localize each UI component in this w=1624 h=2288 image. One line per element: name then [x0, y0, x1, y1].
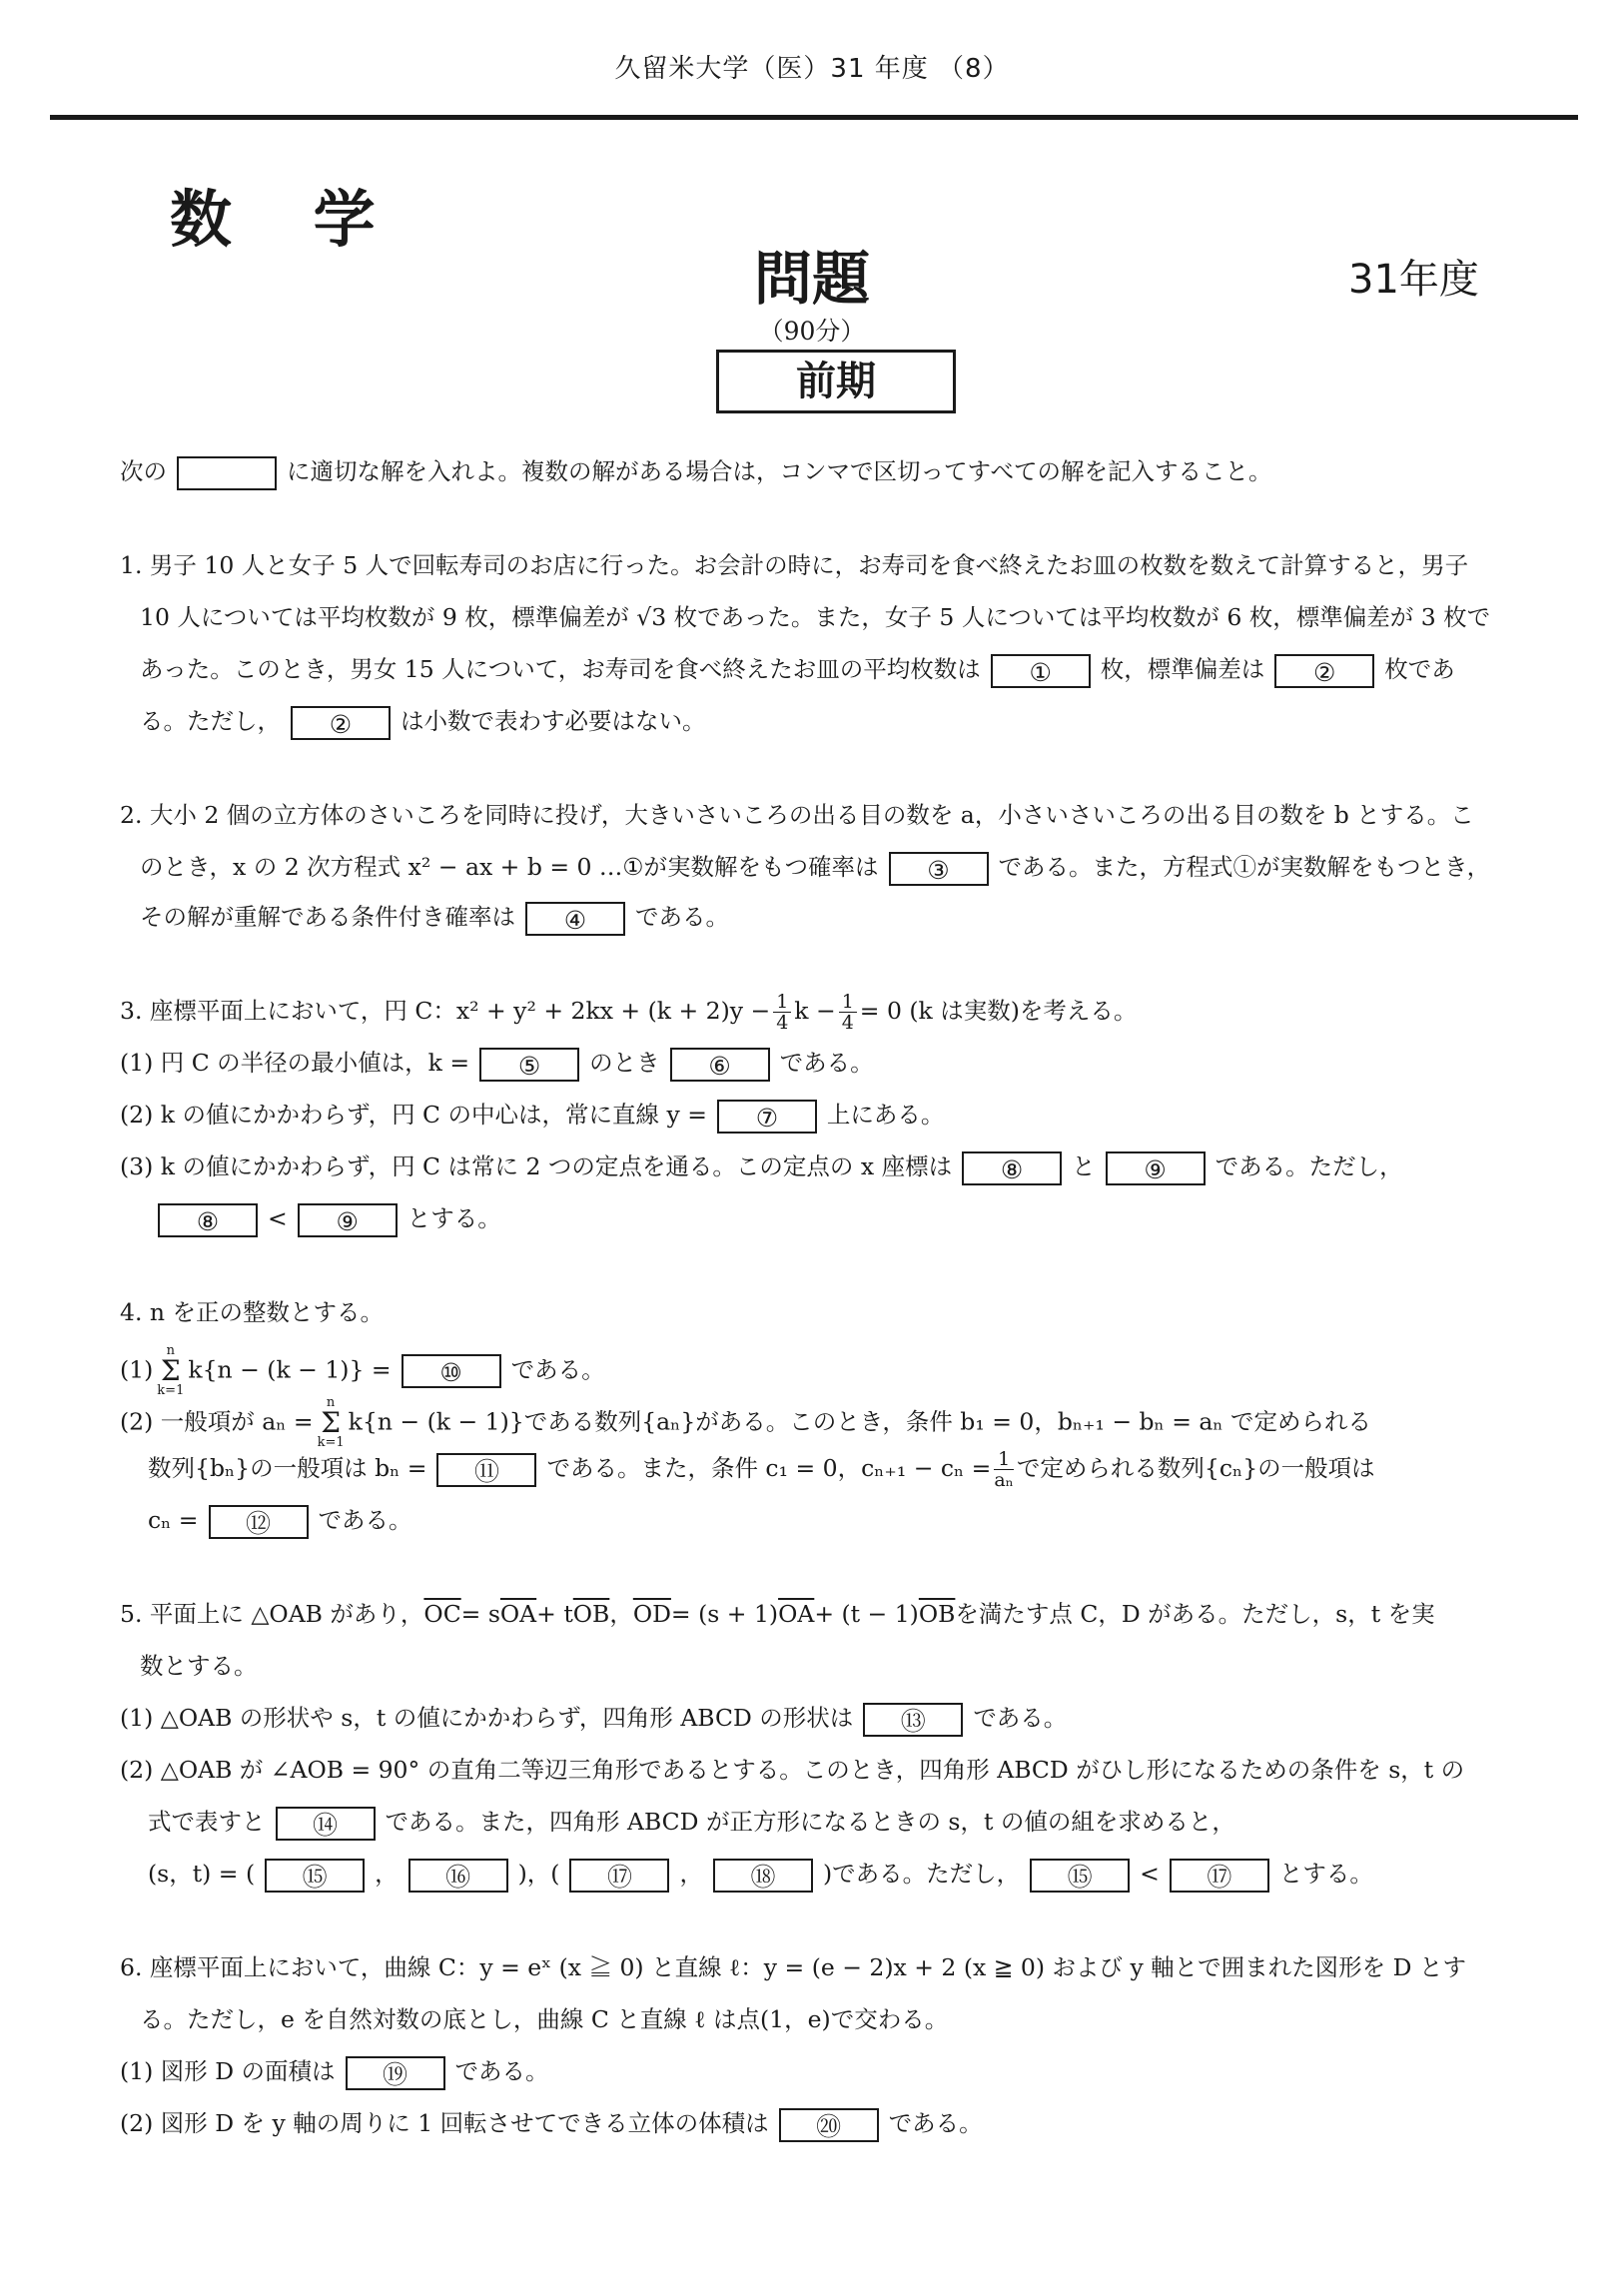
answer-box-8-ref: ⑧ — [158, 1203, 258, 1237]
q5-part-2: (2) △OAB が ∠AOB = 90° の直角二等辺三角形であるとする。このとき，四角形 ABCD がひし形になるための条件を s，t の — [120, 1756, 1465, 1784]
answer-box-11: ⑪ — [436, 1453, 536, 1487]
answer-box-12: ⑫ — [209, 1505, 309, 1539]
answer-box-18: ⑱ — [713, 1859, 813, 1893]
answer-box-2-ref: ② — [291, 706, 391, 740]
empty-answer-box — [177, 456, 277, 490]
answer-box-9-ref: ⑨ — [298, 1203, 398, 1237]
q5-part-1: (1) △OAB の形状や s，t の値にかかわらず，四角形 ABCD の形状は ⑬ である。 — [120, 1704, 1068, 1736]
exam-year: 31年度 — [1348, 257, 1479, 303]
q6-line-1: 6. 座標平面上において，曲線 C：y = eˣ (x ≧ 0) と直線 ℓ：y = (e − 2)x + 2 (x ≧ 0) および y 軸とで囲まれた図形を D とす — [120, 1953, 1466, 1981]
q1-line-1: 1. 男子 10 人と女子 5 人で回転寿司のお店に行った。お会計の時に，お寿司を食べ終えたお皿の枚数を数えて計算すると，男子 — [120, 551, 1469, 579]
header-rule — [50, 115, 1578, 120]
answer-box-14: ⑭ — [276, 1807, 376, 1841]
q2-line-1: 2. 大小 2 個の立方体のさいころを同時に投げ，大きいさいころの出る目の数を a，小さいさいころの出る目の数を b とする。こ — [120, 801, 1474, 829]
q4-part-2: (2) 一般項が aₙ =n Σ k=1k{n − (k − 1)}である数列{aₙ}がある。このとき，条件 b₁ = 0，bₙ₊₁ − bₙ = aₙ で定められる — [120, 1395, 1371, 1450]
q3-part-3-cont: ⑧ < ⑨ とする。 — [148, 1198, 501, 1238]
answer-box-7: ⑦ — [717, 1100, 817, 1134]
q2-line-3: その解が重解である条件付き確率は ④ である。 — [140, 903, 729, 935]
q5-part-2-line-2: 式で表すと ⑭ である。また，四角形 ABCD が正方形になるときの s，t の値の組を求めると， — [148, 1808, 1235, 1840]
q4-line-1: 4. n を正の整数とする。 — [120, 1298, 384, 1326]
q3-line-1: 3. 座標平面上において，円 C：x² + y² + 2kx + (k + 2)y − $\frac{1}{4}$ k − $\frac{1}{4}$ = 0 (k は実数)を考える。 — [120, 991, 1138, 1034]
fraction-one-over-an: $\frac{1}{\text{aₙ}}$ — [994, 1448, 1014, 1491]
q6-line-2: る。ただし，e を自然対数の底とし，曲線 C と直線 ℓ は点(1，e)で交わる。 — [140, 2005, 949, 2033]
q1-line-3: あった。このとき，男女 15 人について，お寿司を食べ終えたお皿の平均枚数は ① 枚，標準偏差は ② 枚であ — [140, 655, 1455, 687]
answer-box-16: ⑯ — [408, 1859, 508, 1893]
sigma-symbol: n Σ k=1 — [157, 1343, 185, 1398]
answer-box-17: ⑰ — [569, 1859, 669, 1893]
instructions — [120, 451, 1272, 491]
instructions-post: に適切な解を入れよ。複数の解がある場合は，コンマで区切ってすべての解を記入すること。 — [287, 457, 1272, 485]
fraction-quarter: $\frac{1}{4}$ — [773, 992, 791, 1033]
q1-line-4: る。ただし， ② は小数で表わす必要はない。 — [140, 707, 706, 739]
q3-part-3: (3) k の値にかかわらず，円 C は常に 2 つの定点を通る。この定点の x 座標は ⑧ と ⑨ である。ただし， — [120, 1152, 1403, 1184]
q6-part-1: (1) 図形 D の面積は ⑲ である。 — [120, 2057, 549, 2089]
q6-part-2: (2) 図形 D を y 軸の周りに 1 回転させてできる立体の体積は ⑳ である。 — [120, 2109, 983, 2141]
sigma-symbol: n Σ k=1 — [317, 1395, 345, 1450]
answer-box-5: ⑤ — [479, 1048, 579, 1082]
exam-time: （90分） — [758, 317, 866, 346]
instructions-pre: 次の — [120, 457, 167, 485]
answer-box-20: ⑳ — [779, 2108, 879, 2142]
answer-box-8: ⑧ — [962, 1151, 1062, 1185]
answer-box-2: ② — [1274, 654, 1374, 688]
answer-box-1: ① — [991, 654, 1091, 688]
page-header: 久留米大学（医）31 年度 （8） — [614, 54, 1010, 84]
answer-box-15-ref: ⑮ — [1030, 1859, 1130, 1893]
q5-line-1: 5. 平面上に △OAB があり，$\overline{OC}= s\overline{OA}+ t\overline{OB}$，$\overline{OD}= (s + 1)\overline{OA}+ (t - 1)\overline{OB}$を満たす点 C，D がある。ただし，s，t を実 — [120, 1600, 1435, 1628]
q2-line-2: のとき，x の 2 次方程式 x² − ax + b = 0 …①が実数解をもつ確率は ③ である。また，方程式①が実数解をもつとき， — [140, 853, 1491, 885]
answer-box-3: ③ — [889, 852, 989, 886]
q4-part-2-line-2: 数列{bₙ}の一般項は bₙ = ⑪ である。また，条件 c₁ = 0，cₙ₊₁ − cₙ = $\frac{1}{\text{aₙ}}$ で定められる数列{cₙ}の一般項は — [148, 1448, 1375, 1491]
term-badge: 前期 — [716, 350, 956, 413]
q5-part-2-line-3: (s，t) = ( ⑮ ， ⑯ )，( ⑰ ， ⑱ )である。ただし， ⑮ < ⑰ とする。 — [148, 1860, 1373, 1892]
q3-part-2: (2) k の値にかかわらず，円 C の中心は，常に直線 y = ⑦ 上にある。 — [120, 1101, 945, 1133]
exam-title: 問題 — [753, 245, 870, 313]
answer-box-10: ⑩ — [402, 1354, 501, 1388]
answer-box-6: ⑥ — [670, 1048, 770, 1082]
answer-box-15: ⑮ — [265, 1859, 365, 1893]
fraction-quarter: $\frac{1}{4}$ — [839, 992, 857, 1033]
answer-box-9: ⑨ — [1106, 1151, 1206, 1185]
q1-line-2: 10 人については平均枚数が 9 枚，標準偏差が √3 枚であった。また，女子 5 人については平均枚数が 6 枚，標準偏差が 3 枚で — [140, 603, 1491, 631]
q3-part-1: (1) 円 C の半径の最小値は，k = ⑤ のとき ⑥ である。 — [120, 1049, 874, 1081]
answer-box-17-ref: ⑰ — [1170, 1859, 1269, 1893]
q4-part-1: (1)n Σ k=1k{n − (k − 1)} = ⑩ である。 — [120, 1343, 605, 1398]
q4-part-2-line-3: cₙ = ⑫ である。 — [148, 1506, 412, 1538]
subject-title: 数 学 — [170, 183, 406, 256]
answer-box-4: ④ — [525, 902, 625, 936]
q5-line-2: 数とする。 — [140, 1652, 258, 1680]
answer-box-19: ⑲ — [346, 2056, 445, 2090]
answer-box-13: ⑬ — [863, 1703, 963, 1737]
